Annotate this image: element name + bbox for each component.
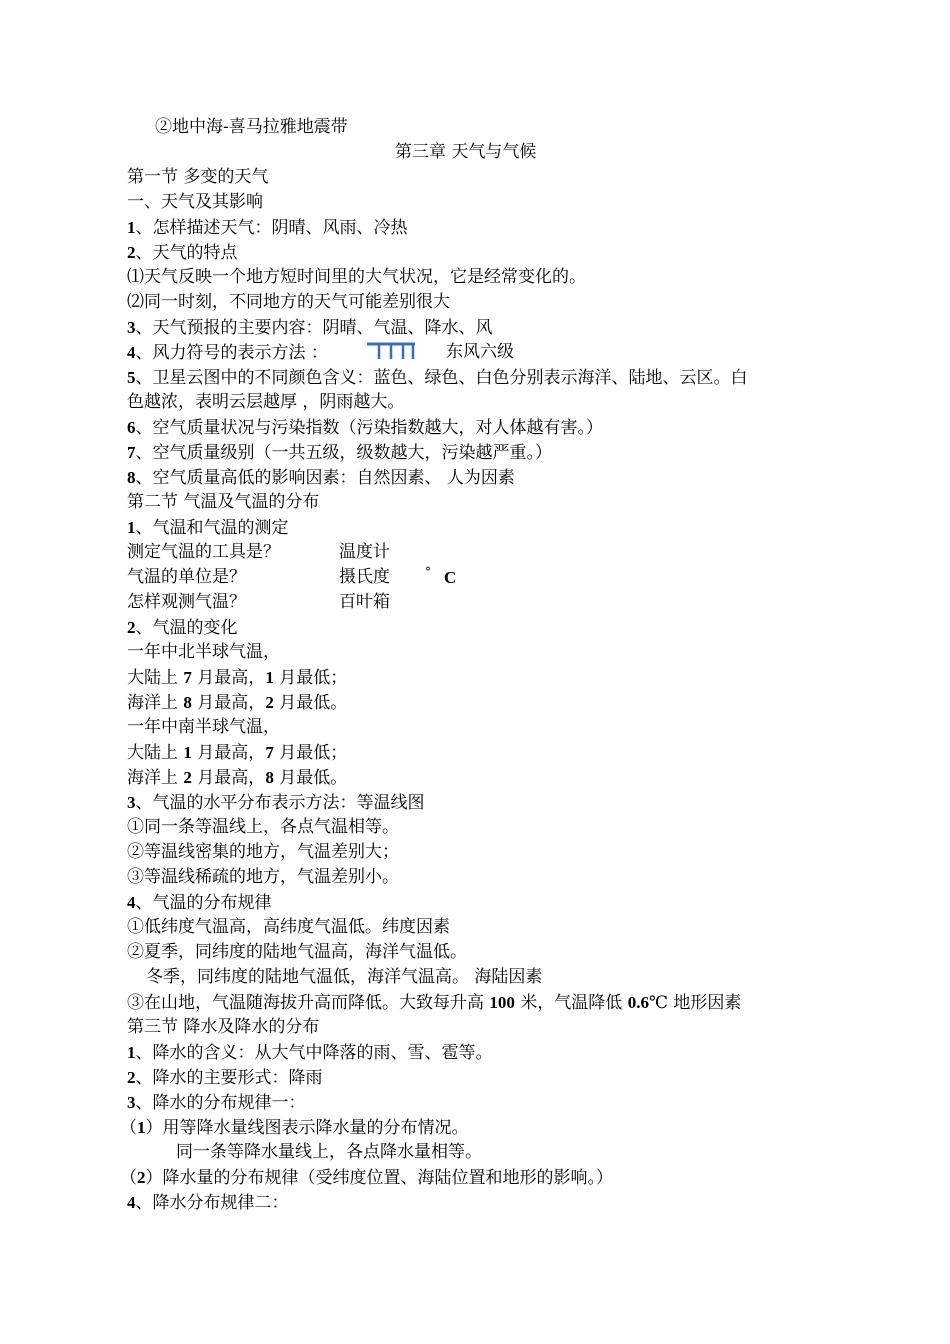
text-line: ①同一条等温线上，各点气温相等。 [127,817,399,837]
text-part: 海洋上 [127,768,184,788]
text-line [127,690,347,716]
list-item [127,465,515,491]
list-item: ⑵同一时刻，不同地方的天气可能差别很大 [127,292,450,312]
item-text: 、天气的特点 [135,243,238,263]
text-part: 海洋上 [127,693,184,713]
item-text: 、空气质量高低的影响因素：自然因素、 人为因素 [135,468,515,488]
item-text: 、卫星云图中的不同颜色含义：蓝色、绿色、白色分别表示海洋、陆地、云区。白 [135,368,748,388]
item-text: 、气温的水平分布表示方法：等温线图 [135,793,425,813]
month-number: 1 [265,668,274,687]
text-part: （ [120,1168,137,1188]
item-number: 1 [127,218,136,237]
item-text: 、降水的主要形式：降雨 [135,1068,323,1088]
month-number: 2 [265,693,274,712]
text-line [127,990,741,1016]
item-number: 5 [127,368,136,387]
item-number: 3 [127,318,136,337]
list-item [127,1090,306,1116]
list-item [127,215,408,241]
month-number: 1 [183,743,192,762]
text-line: 一年中南半球气温， [127,717,280,737]
text-line: ②夏季，同纬度的陆地气温高，海洋气温低。 [127,942,467,962]
item-number: 4 [127,893,136,912]
text-part: （ [120,1118,137,1138]
item-number: 4 [127,1193,136,1212]
list-item: ⑴天气反映一个地方短时间里的大气状况，它是经常变化的。 [127,267,586,287]
text-line [127,665,347,691]
text-part: 月最低； [273,668,348,688]
item-number: 2 [127,1068,136,1087]
item-number: 2 [137,1168,146,1187]
list-item [127,1065,323,1091]
text-part: 月最高， [191,668,266,688]
section-title: 第一节 多变的天气 [127,167,269,187]
month-number: 8 [183,693,192,712]
section-title: 第三节 降水及降水的分布 [127,1017,320,1037]
month-number: 7 [265,743,274,762]
text-line [120,1165,613,1191]
text-part: 大陆上 [127,743,184,763]
wind-force-symbol-icon [367,342,415,360]
list-item [127,890,272,916]
item-number: 2 [127,243,136,262]
text-part: ）降水量的分布规律（受纬度位置、海陆位置和地形的影响。） [145,1168,613,1188]
wind-caption: 东风六级 [446,342,514,362]
text-line: 一年中北半球气温， [127,642,280,662]
qa-question: 怎样观测气温？ [127,592,246,612]
text-part: 大陆上 [127,668,184,688]
section-title: 第二节 气温及气温的分布 [127,492,320,512]
item-number: 1 [127,518,136,537]
list-item [127,1040,493,1066]
text-part: 月最高， [191,768,266,788]
item-number: 7 [127,443,136,462]
text-part: 月最低； [273,743,348,763]
text-part: 月最高， [191,693,266,713]
qa-question: 气温的单位是？ [127,567,246,587]
month-number: 2 [183,768,192,787]
text-part: 月最高， [191,743,266,763]
list-item [127,340,328,366]
text-line: ②等温线密集的地方，气温差别大； [127,842,399,862]
text-line [127,765,347,791]
subheading: 一、天气及其影响 [127,192,263,212]
text-line: ①低纬度气温高，高纬度气温低。纬度因素 [127,917,450,937]
list-item-continuation: 色越浓，表明云层越厚 ，阴雨越大。 [127,392,405,412]
unit-celsius: C [444,568,457,587]
text-part: ③在山地，气温随海拔升高而降低。大致每升高 [127,993,490,1013]
item-number: 6 [127,418,136,437]
item-number: 3 [127,793,136,812]
degree-symbol: ° [425,565,431,579]
qa-answer: 温度计 [339,542,390,562]
item-text: 、降水的分布规律一： [135,1093,306,1113]
text-part: ℃ 地形因素 [648,993,742,1013]
qa-answer: 百叶箱 [339,592,390,612]
month-number: 8 [265,768,274,787]
item-text: 、空气质量级别（一共五级，级数越大，污染越严重。） [135,443,552,463]
item-text: 、气温和气温的测定 [135,518,289,538]
list-item [127,440,552,466]
list-item [127,240,238,266]
qa-answer: 摄氏度 [339,567,390,587]
item-text: 、怎样描述天气：阴晴、风雨、冷热 [135,218,408,238]
item-number: 2 [127,618,136,637]
item-text: 、降水分布规律二： [135,1193,289,1213]
list-item [127,790,425,816]
item-text: 、风力符号的表示方法 ： [135,343,328,363]
item-text: 、天气预报的主要内容：阴晴、气温、降水、风 [135,318,493,338]
item-text: 、气温的分布规律 [135,893,272,913]
text-line [127,740,347,766]
text-part: 月最低。 [273,693,348,713]
text-part: ）用等降水量线图表示降水量的分布情况。 [145,1118,469,1138]
item-text: 、气温的变化 [135,618,238,638]
text-part: 月最低。 [273,768,348,788]
month-number: 7 [183,668,192,687]
list-item [127,615,238,641]
item-number: 1 [137,1118,146,1137]
item-text: 、空气质量状况与污染指数（污染指数越大，对人体越有害。） [135,418,603,438]
text-line: 同一条等降水量线上，各点降水量相等。 [176,1142,482,1162]
text-line [120,1115,469,1141]
list-item [127,515,289,541]
text-line: ③等温线稀疏的地方，气温差别小。 [127,867,399,887]
list-item [127,1190,289,1216]
line-seismic-belt: ②地中海-喜马拉雅地震带 [155,117,348,137]
qa-question: 测定气温的工具是？ [127,542,280,562]
value-number: 0.6 [627,993,649,1012]
item-text: 、降水的含义：从大气中降落的雨、雪、雹等。 [135,1043,493,1063]
list-item [127,415,603,441]
item-number: 3 [127,1093,136,1112]
text-part: 米，气温降低 [514,993,628,1013]
text-line: 冬季，同纬度的陆地气温低，海洋气温高。 海陆因素 [146,967,543,987]
item-number: 1 [127,1043,136,1062]
item-number: 4 [127,343,136,362]
item-number: 8 [127,468,136,487]
list-item [127,365,748,391]
list-item [127,315,493,341]
chapter-title: 第三章 天气与气候 [395,142,537,162]
value-number: 100 [489,993,515,1012]
